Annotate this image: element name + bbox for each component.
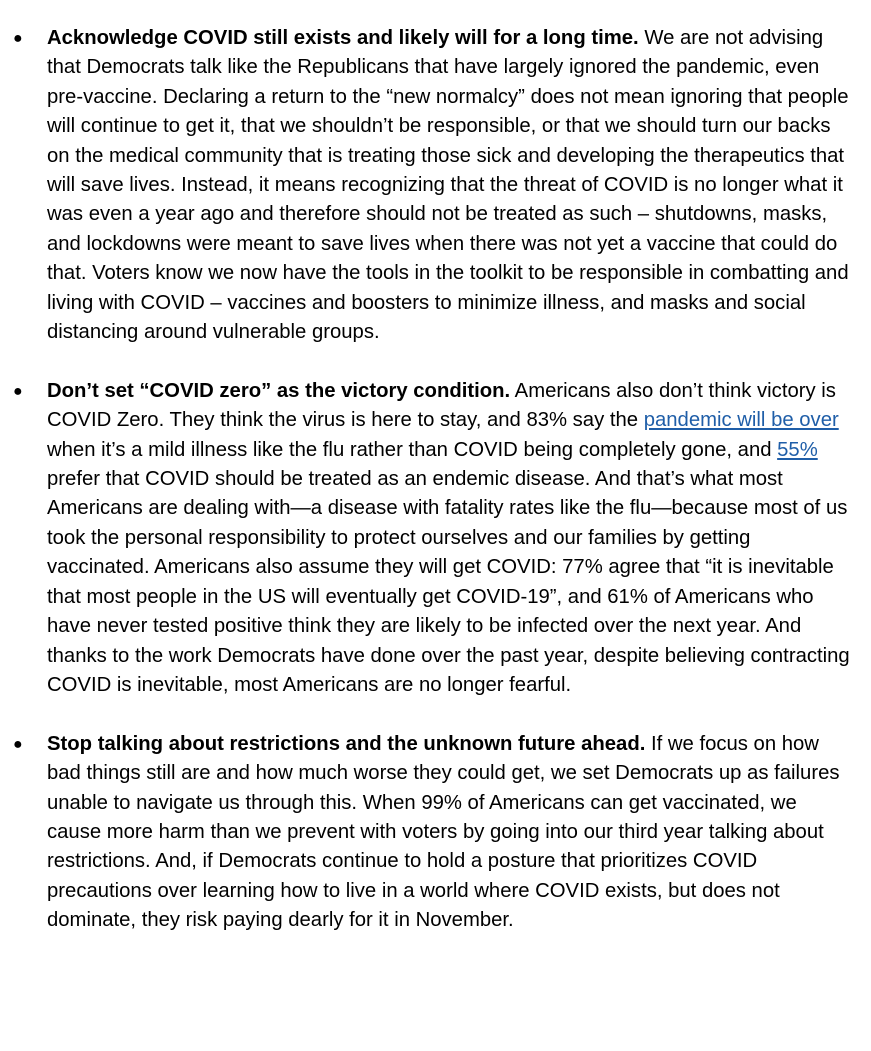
list-item [0, 24, 871, 347]
list-item [0, 377, 871, 700]
document-body [0, 24, 871, 965]
item-heading: Stop talking about restrictions and the unknown future ahead. [47, 732, 646, 755]
item-heading: Don’t set “COVID zero” as the victory condition. [47, 379, 511, 402]
list-item [0, 730, 871, 936]
pandemic-will-be-over-link[interactable]: pandemic will be over [643, 409, 839, 432]
item-text: Americans also don’t think victory is COVID Zero. They think the virus is here to stay, and 83% say the [47, 379, 836, 432]
item-text: We are not advising that Democrats talk like the Republicans that have largely ignored the pandemic, even pre-vaccine. Declaring a return to the “new normalcy” does not mean ignoring that people will continue to get it, that we shouldn’t be responsible, or that we should turn our backs on the medical community that is treating those sick and developing the therapeutics that will save lives. Instead, it means recognizing that the threat of COVID is no longer what it was even a year ago and therefore should not be treated as such – shutdowns, masks, and lockdowns were meant to save lives when there was not yet a vaccine that could do that. Voters know we now have the tools in the toolkit to be responsible in combatting and living with COVID – vaccines and boosters to minimize illness, and masks and social distancing around vulnerable groups. [47, 27, 849, 344]
fifty-five-percent-link[interactable]: 55% [777, 438, 818, 461]
item-text: prefer that COVID should be treated as an endemic disease. And that’s what most Americans are dealing with—a disease with fatality rates like the flu—because most of us took the personal responsibility to protect ourselves and our families by getting vaccinated. Americans also assume they will get COVID: 77% agree that “it is inevitable that most people in the US will eventually get COVID-19”, and 61% of Americans who have never tested positive think they are likely to be infected over the next year. And thanks to the work Democrats have done over the past year, despite believing contracting COVID is inevitable, most Americans are no longer fearful. [47, 468, 850, 696]
bullet-icon: ● [13, 30, 23, 47]
item-heading: Acknowledge COVID still exists and likely will for a long time. [47, 27, 639, 49]
bullet-icon: ● [13, 735, 23, 753]
item-text: when it’s a mild illness like the flu rather than COVID being completely gone, and [47, 438, 778, 461]
bullet-icon: ● [13, 382, 23, 400]
item-text: If we focus on how bad things still are and how much worse they could get, we set Democrats up as failures unable to navigate us through this. When 99% of Americans can get vaccinated, we cause more harm than we prevent with voters by going into our third year talking about restrictions. And, if Democrats continue to hold a posture that prioritizes COVID precautions over learning how to live in a world where COVID exists, but does not dominate, they risk paying dearly for it in November. [47, 732, 840, 932]
